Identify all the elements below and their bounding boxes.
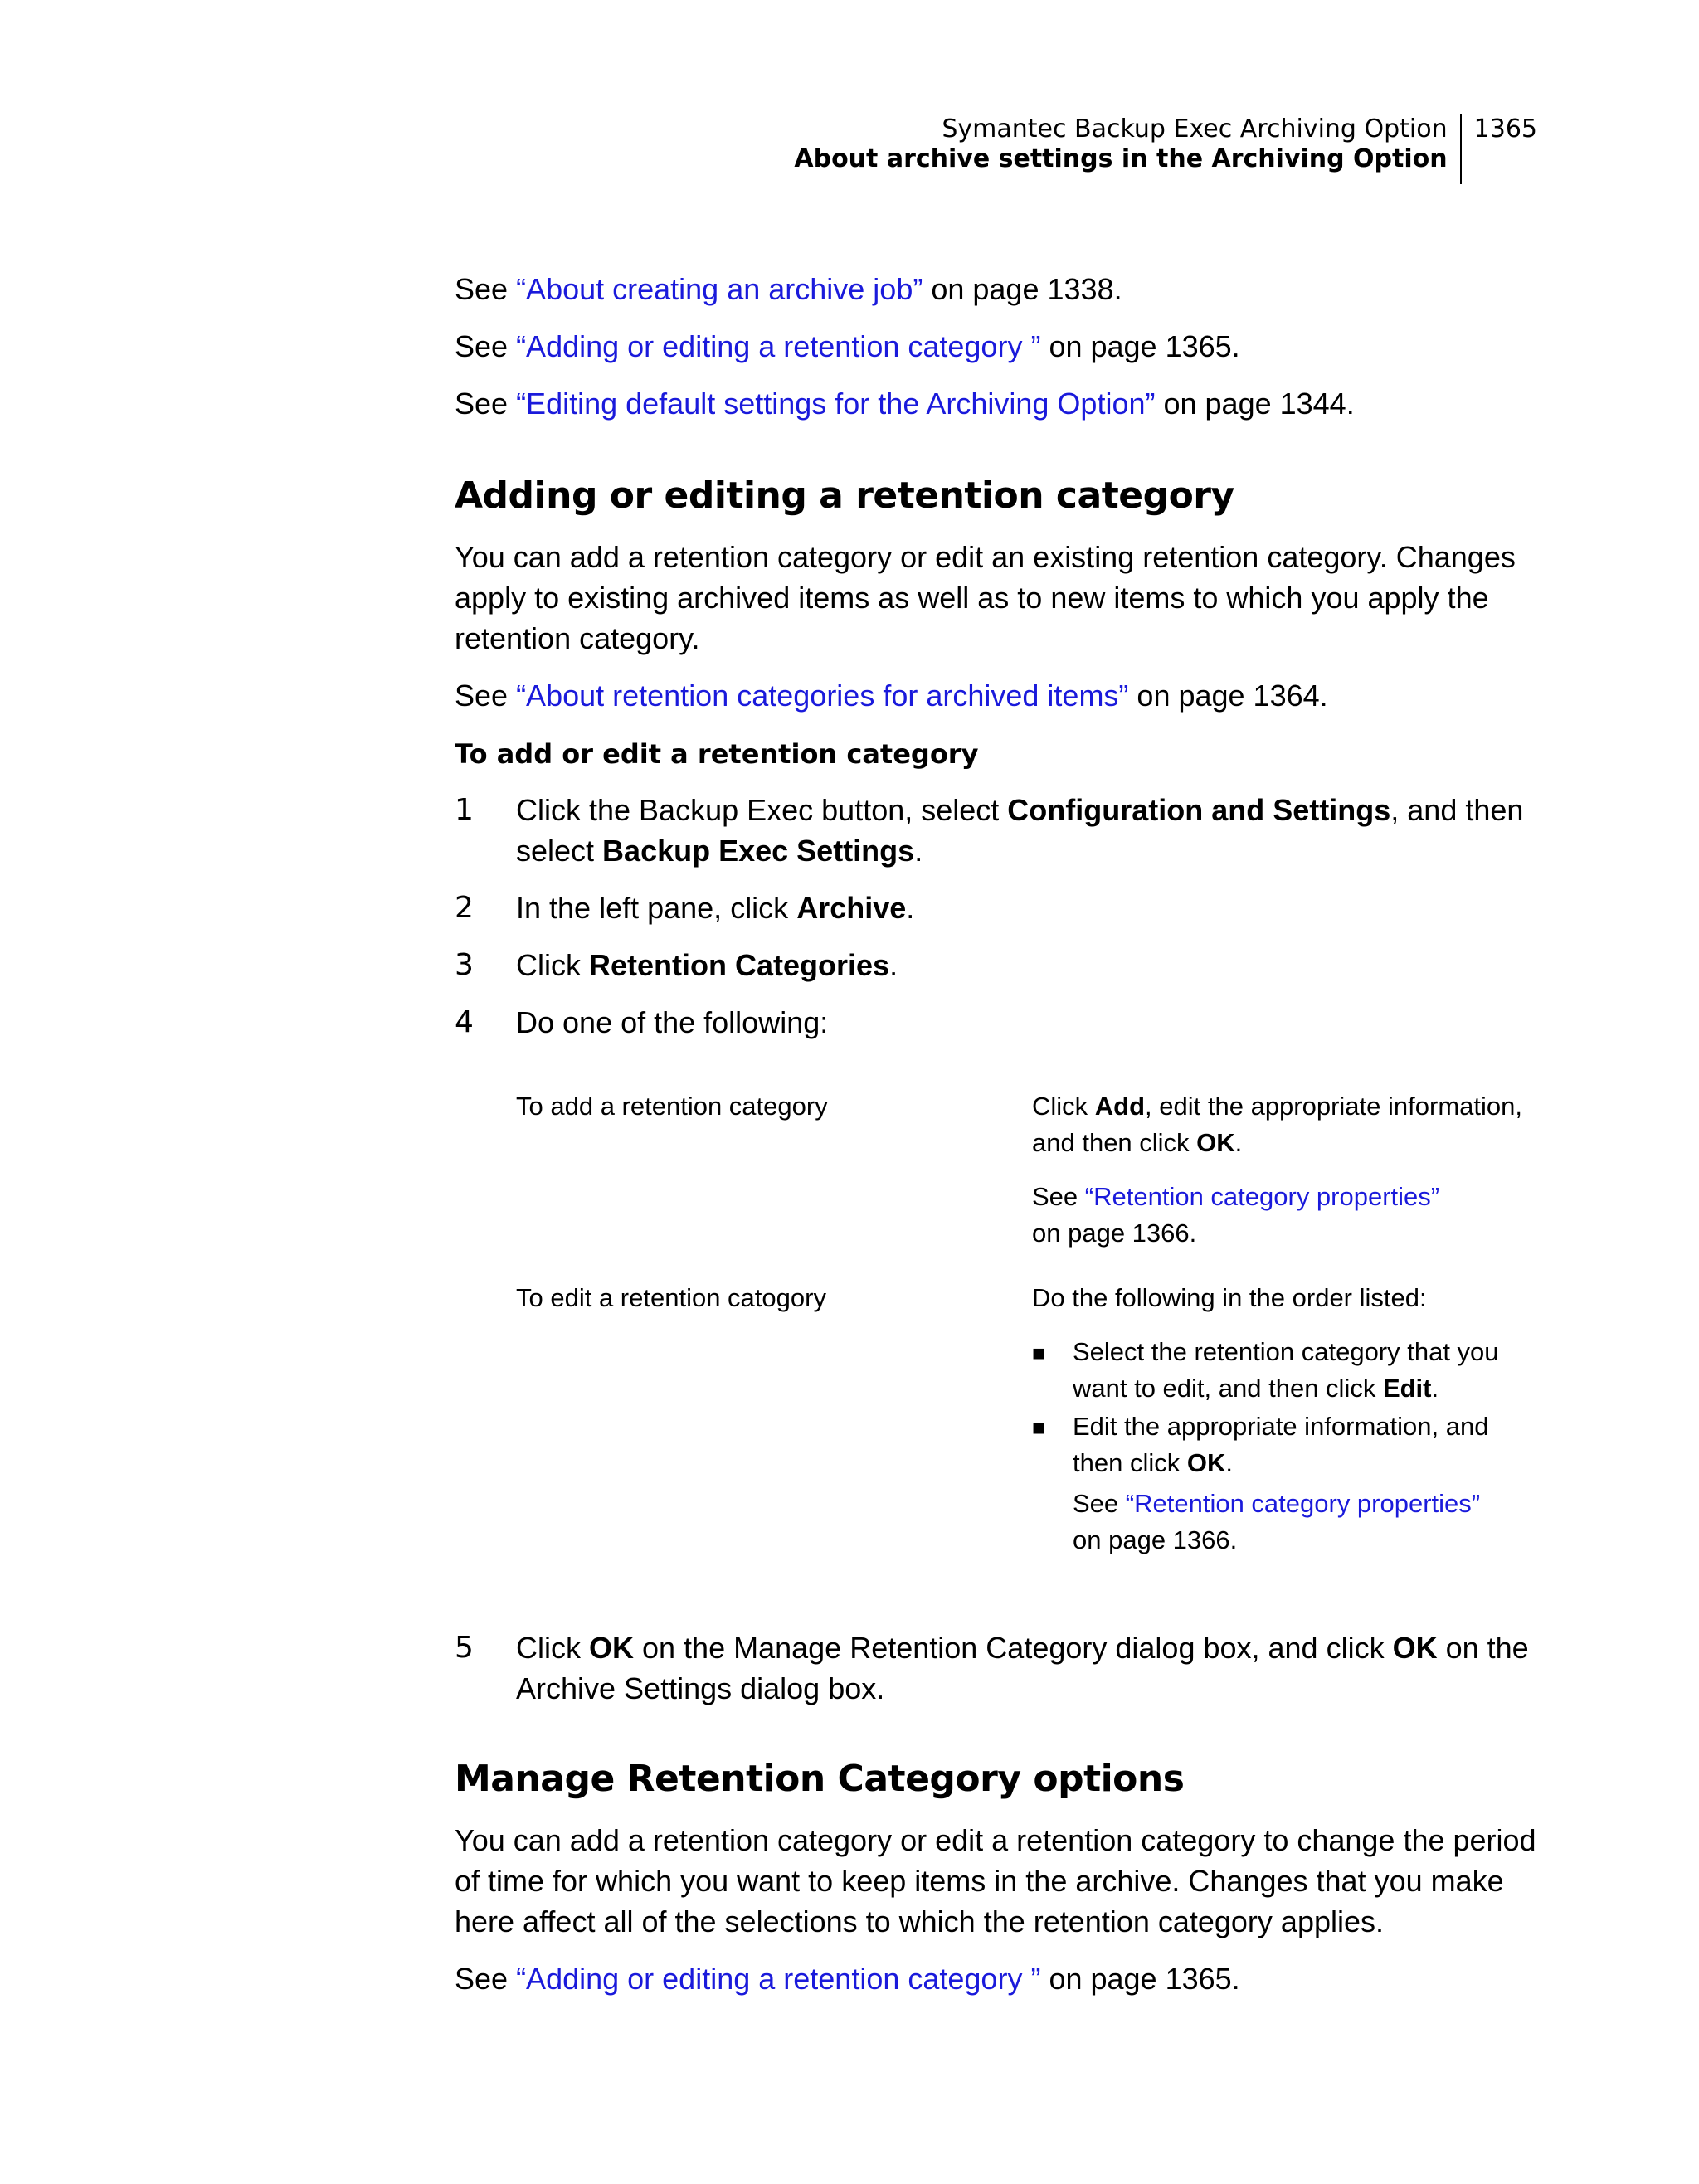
- bullet-icon: ■: [1032, 1340, 1045, 1365]
- see-also-line: on page 1366.: [1073, 1525, 1238, 1554]
- table-cell-instruction: Do the following in the order listed:: [1032, 1283, 1427, 1312]
- see-also-line: See “Retention category properties”: [1073, 1489, 1481, 1518]
- step-text: select Backup Exec Settings.: [516, 834, 923, 868]
- step-text: Archive Settings dialog box.: [516, 1671, 885, 1705]
- procedure-step: [455, 888, 1566, 929]
- see-also-line: See “Retention category properties”: [1032, 1182, 1440, 1211]
- step-number: 3: [455, 948, 474, 982]
- procedure-step: [455, 790, 1566, 873]
- bullet-icon: ■: [1032, 1415, 1045, 1440]
- bullet-text: want to edit, and then click Edit.: [1073, 1374, 1439, 1403]
- cross-reference-link[interactable]: “Editing default settings for the Archiving Option”: [516, 387, 1156, 421]
- paragraph-line: apply to existing archived items as well as to new items to which you apply the: [455, 581, 1489, 615]
- step-number: 4: [455, 1005, 474, 1039]
- page-number: 1365: [1473, 114, 1537, 143]
- table-cell-instruction: Click Add, edit the appropriate information,: [1032, 1092, 1522, 1121]
- paragraph-line: retention category.: [455, 621, 700, 655]
- step-text: Click OK on the Manage Retention Category dialog box, and click OK on the: [516, 1631, 1529, 1665]
- header-titles: [794, 114, 1461, 184]
- cross-reference-link[interactable]: “Adding or editing a retention category ”: [516, 1962, 1041, 1996]
- cross-reference-link[interactable]: “Retention category properties”: [1125, 1489, 1481, 1518]
- see-also-line: See “About creating an archive job” on page 1338.: [455, 272, 1122, 306]
- table-cell-action: To edit a retention catogory: [516, 1283, 826, 1312]
- paragraph-line: You can add a retention category or edit a retention category to change the period: [455, 1823, 1536, 1857]
- table-cell-action: To add a retention category: [516, 1092, 828, 1121]
- cross-reference-link[interactable]: “About creating an archive job”: [516, 272, 923, 306]
- cross-reference-link[interactable]: “About retention categories for archived items”: [516, 679, 1129, 713]
- see-also-line: on page 1366.: [1032, 1218, 1197, 1248]
- paragraph-line: here affect all of the selections to which the retention category applies.: [455, 1904, 1385, 1938]
- see-also-line: See “Editing default settings for the Archiving Option” on page 1344.: [455, 387, 1355, 421]
- header-section: About archive settings in the Archiving Option: [794, 144, 1448, 173]
- bullet-text: Edit the appropriate information, and: [1073, 1412, 1489, 1441]
- procedure-step: [455, 945, 1566, 986]
- procedure-title: To add or edit a retention category: [455, 738, 979, 770]
- step-text: In the left pane, click Archive.: [516, 891, 915, 925]
- see-also-line: See “About retention categories for archived items” on page 1364.: [455, 679, 1328, 713]
- step-text: Click the Backup Exec button, select Configuration and Settings, and then: [516, 793, 1524, 827]
- step-number: 2: [455, 891, 474, 925]
- section-heading: Manage Retention Category options: [455, 1758, 1185, 1800]
- header-chapter: Symantec Backup Exec Archiving Option: [942, 114, 1448, 143]
- running-header: [794, 114, 1537, 184]
- see-also-line: See “Adding or editing a retention category ” on page 1365.: [455, 329, 1240, 363]
- cross-reference-link[interactable]: “Adding or editing a retention category ”: [516, 329, 1041, 363]
- step-number: 5: [455, 1631, 474, 1665]
- bullet-text: then click OK.: [1073, 1448, 1233, 1477]
- section-heading: Adding or editing a retention category: [455, 474, 1234, 517]
- step-text: Do one of the following:: [516, 1005, 829, 1039]
- table-cell-instruction: and then click OK.: [1032, 1128, 1243, 1157]
- step-number: 1: [455, 793, 474, 827]
- paragraph-line: You can add a retention category or edit an existing retention category. Changes: [455, 540, 1516, 574]
- cross-reference-link[interactable]: “Retention category properties”: [1084, 1182, 1440, 1211]
- step-text: Click Retention Categories.: [516, 948, 898, 982]
- paragraph-line: of time for which you want to keep items in the archive. Changes that you make: [455, 1864, 1504, 1898]
- bullet-text: Select the retention category that you: [1073, 1337, 1499, 1366]
- see-also-line: See “Adding or editing a retention category ” on page 1365.: [455, 1962, 1240, 1996]
- procedure-step: [455, 1627, 1566, 1710]
- procedure-step: [455, 1002, 1566, 1043]
